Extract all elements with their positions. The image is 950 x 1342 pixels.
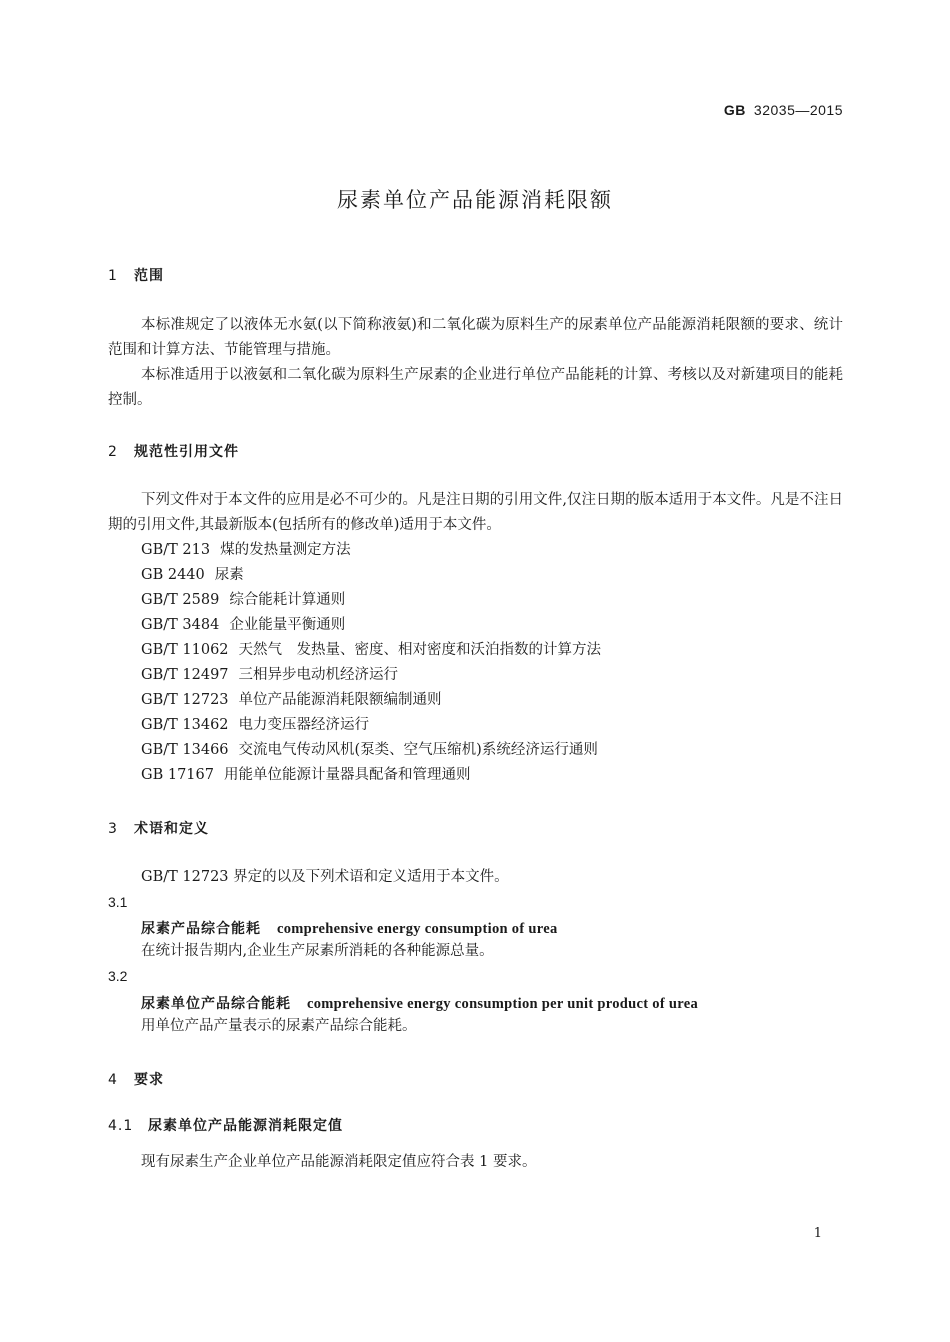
section-number: 4 xyxy=(108,1072,118,1088)
reference-code: GB/T 3484 xyxy=(141,617,220,633)
reference-item xyxy=(141,563,244,588)
standard-prefix: GB xyxy=(723,102,746,118)
reference-code: GB/T 11062 xyxy=(141,642,229,658)
reference-code: GB/T 12723 xyxy=(141,692,229,708)
subsection-number: 4.1 xyxy=(108,1118,134,1134)
reference-item xyxy=(141,738,598,763)
reference-item xyxy=(141,763,470,788)
term-english: comprehensive energy consumption of urea xyxy=(277,921,558,937)
subsection-title: 尿素单位产品能源消耗限定值 xyxy=(148,1118,343,1134)
reference-title: 尿素 xyxy=(214,567,244,583)
term-english: comprehensive energy consumption per unit product of urea xyxy=(307,996,699,1012)
term-heading xyxy=(141,918,558,938)
section-1-paragraph-1: 本标准规定了以液体无水氨(以下简称液氨)和二氧化碳为原料生产的尿素单位产品能源消耗限额的要求、统计范围和计算方法、节能管理与措施。 xyxy=(108,317,843,358)
reference-title: 煤的发热量测定方法 xyxy=(220,542,351,558)
reference-code: GB 17167 xyxy=(141,767,214,783)
term-definition: 在统计报告期内,企业生产尿素所消耗的各种能源总量。 xyxy=(141,943,494,959)
term-heading xyxy=(141,993,698,1013)
term-number: 3.1 xyxy=(108,894,128,910)
term-number: 3.2 xyxy=(108,968,128,984)
reference-code: GB/T 13466 xyxy=(141,742,229,758)
page-number: 1 xyxy=(813,1226,822,1241)
section-number: 2 xyxy=(108,444,118,460)
reference-title: 天然气 发热量、密度、相对密度和沃泊指数的计算方法 xyxy=(238,642,602,658)
standard-code xyxy=(724,102,843,118)
reference-code: GB/T 13462 xyxy=(141,717,229,733)
reference-item xyxy=(141,588,345,613)
standard-number: 32035—2015 xyxy=(753,102,843,118)
section-4-heading xyxy=(108,1069,164,1089)
reference-title: 用能单位能源计量器具配备和管理通则 xyxy=(223,767,471,783)
reference-item xyxy=(141,613,345,638)
reference-title: 电力变压器经济运行 xyxy=(238,717,370,733)
section-number: 3 xyxy=(108,821,118,837)
reference-title: 企业能量平衡通则 xyxy=(229,617,346,633)
section-3-intro: GB/T 12723 界定的以及下列术语和定义适用于本文件。 xyxy=(141,869,509,885)
reference-code: GB/T 213 xyxy=(141,542,211,558)
reference-item xyxy=(141,538,351,563)
section-title: 范围 xyxy=(134,268,164,284)
section-number: 1 xyxy=(108,268,118,284)
section-title: 术语和定义 xyxy=(134,821,209,837)
subsection-4-1-text: 现有尿素生产企业单位产品能源消耗限定值应符合表 1 要求。 xyxy=(141,1154,537,1170)
document-title: 尿素单位产品能源消耗限额 xyxy=(337,188,613,212)
reference-item xyxy=(141,638,601,663)
reference-item xyxy=(141,688,442,713)
reference-title: 三相异步电动机经济运行 xyxy=(238,667,399,683)
section-title: 要求 xyxy=(134,1072,164,1088)
reference-title: 单位产品能源消耗限额编制通则 xyxy=(238,692,442,708)
section-3-heading xyxy=(108,818,209,838)
section-1-heading xyxy=(108,265,164,285)
reference-item xyxy=(141,713,369,738)
section-1-paragraph-2: 本标准适用于以液氨和二氧化碳为原料生产尿素的企业进行单位产品能耗的计算、考核以及对新建项目的能耗控制。 xyxy=(108,367,843,408)
reference-title: 交流电气传动风机(泵类、空气压缩机)系统经济运行通则 xyxy=(238,742,598,758)
reference-item xyxy=(141,663,398,688)
reference-title: 综合能耗计算通则 xyxy=(229,592,346,608)
term-chinese: 尿素单位产品综合能耗 xyxy=(141,996,291,1012)
section-2-heading xyxy=(108,441,239,461)
section-2-intro: 下列文件对于本文件的应用是必不可少的。凡是注日期的引用文件,仅注日期的版本适用于本文件。凡是不注日期的引用文件,其最新版本(包括所有的修改单)适用于本文件。 xyxy=(108,492,843,533)
reference-code: GB/T 2589 xyxy=(141,592,220,608)
reference-code: GB 2440 xyxy=(141,567,205,583)
term-definition: 用单位产品产量表示的尿素产品综合能耗。 xyxy=(141,1018,417,1034)
reference-code: GB/T 12497 xyxy=(141,667,229,683)
term-chinese: 尿素产品综合能耗 xyxy=(141,921,261,937)
section-title: 规范性引用文件 xyxy=(134,444,239,460)
subsection-4-1-heading xyxy=(108,1115,343,1135)
